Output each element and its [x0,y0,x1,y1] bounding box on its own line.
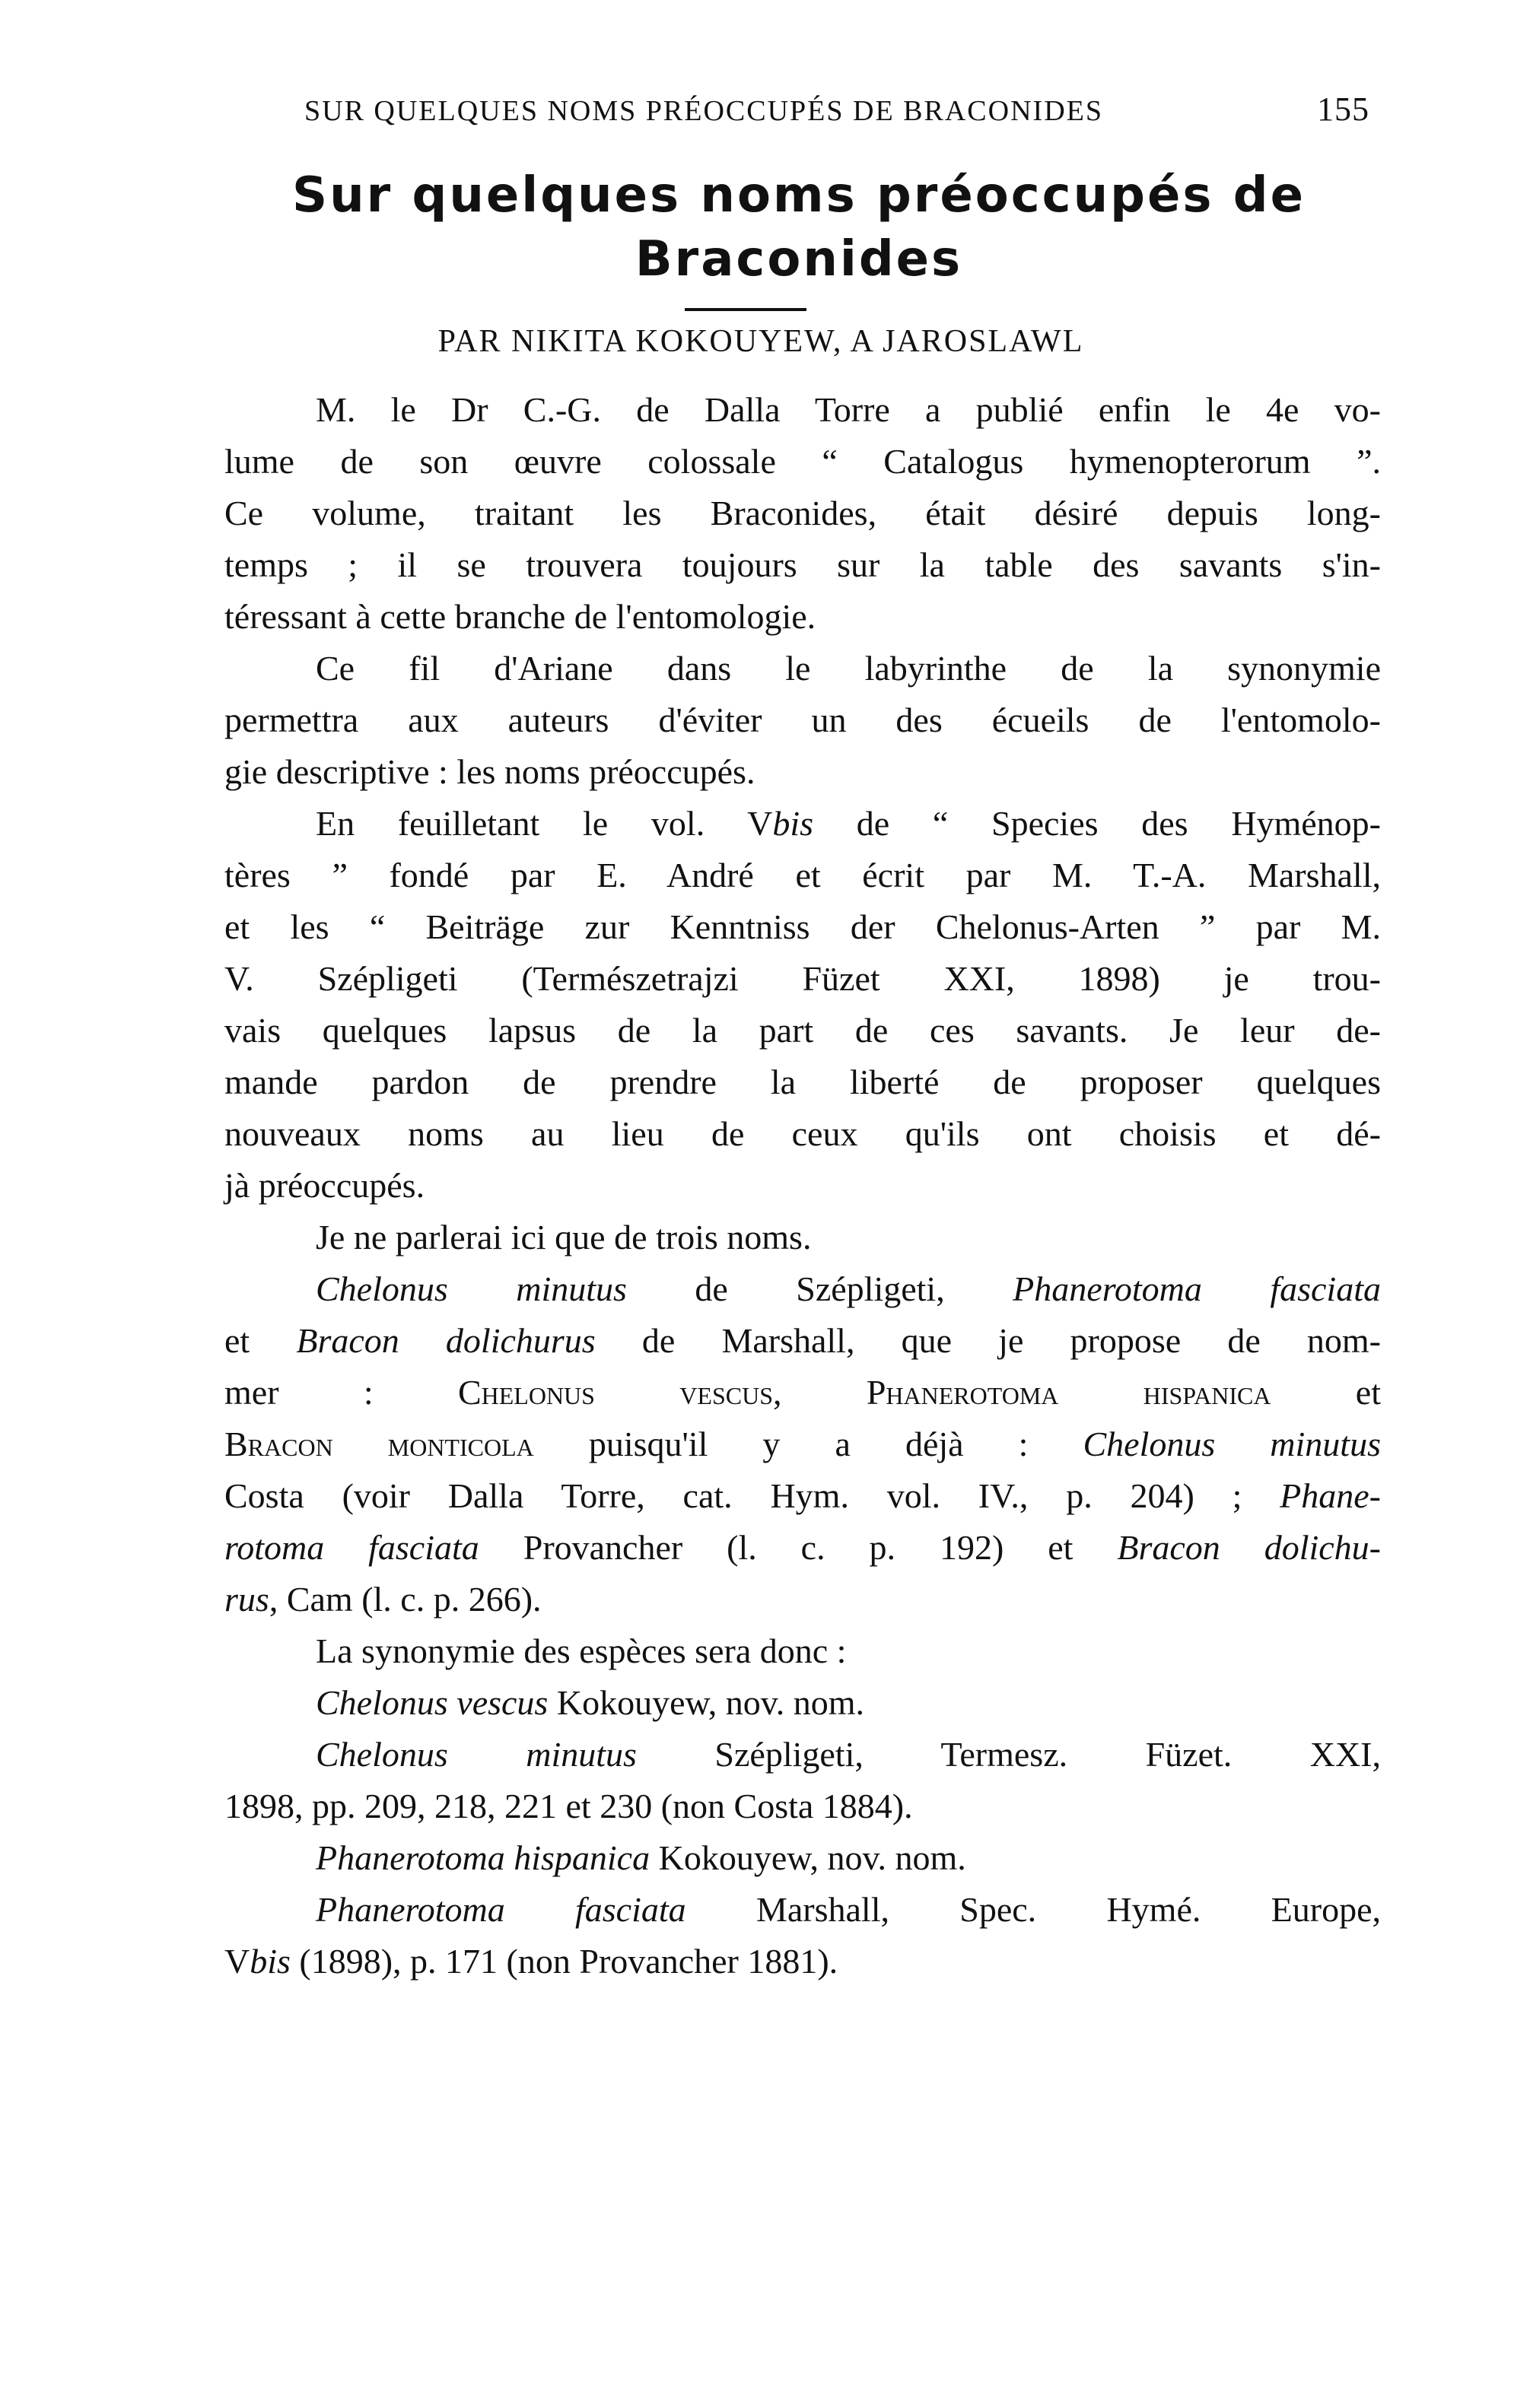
text-line: La synonymie des espèces sera donc : [316,1631,847,1670]
running-head [304,90,1369,129]
text-line: rus, Cam (l. c. p. 266). [224,1580,542,1619]
text-line: M. le Dr C.-G. de Dalla Torre a publié enfin le 4e vo- [316,390,1381,429]
article-body [224,384,1381,1987]
text-line: temps ; il se trouvera toujours sur la table des savants s'in- [224,545,1381,584]
text-line: Chelonus vescus Kokouyew, nov. nom. [316,1683,865,1722]
title-rule [685,308,806,311]
text-line: téressant à cette branche de l'entomologie. [224,597,816,636]
text-line: Phanerotoma fasciata Marshall, Spec. Hymé. Europe, [316,1890,1382,1929]
text-line: lume de son œuvre colossale “ Catalogus hymenopterorum ”. [224,442,1381,481]
text-line: Vbis (1898), p. 171 (non Provancher 1881). [224,1942,838,1981]
text-line: Phanerotoma hispanica Kokouyew, nov. nom. [316,1838,966,1877]
text-line: En feuilletant le vol. Vbis de “ Species des Hyménop- [316,804,1381,843]
text-line: nouveaux noms au lieu de ceux qu'ils ont choisis et dé- [224,1114,1381,1153]
text-line: Chelonus minutus Szépligeti, Termesz. Füzet. XXI, [316,1735,1382,1774]
text-line: et les “ Beiträge zur Kenntniss der Chelonus-Arten ” par M. [224,907,1381,946]
byline: PAR NIKITA KOKOUYEW, A JAROSLAWL [437,324,1084,359]
text-line: V. Szépligeti (Természetrajzi Füzet XXI, 1898) je trou- [224,959,1381,998]
article-title-line-1: Sur quelques noms préoccupés de [292,167,1306,224]
page-number: 155 [1317,91,1369,128]
text-line: mer : Chelonus vescus, Phanerotoma hispanica et [224,1373,1381,1412]
text-line: Ce fil d'Ariane dans le labyrinthe de la synonymie [316,649,1381,688]
text-line: tères ” fondé par E. André et écrit par M. T.-A. Marshall, [224,856,1381,894]
text-line: et Bracon dolichurus de Marshall, que je propose de nom- [224,1321,1381,1360]
text-line: gie descriptive : les noms préoccupés. [224,752,755,791]
text-line: jà préoccupés. [224,1166,425,1205]
text-line: Ce volume, traitant les Braconides, était désiré depuis long- [224,494,1381,532]
text-line: 1898, pp. 209, 218, 221 et 230 (non Costa 1884). [224,1787,913,1825]
text-line: Chelonus minutus de Szépligeti, Phanerotoma fasciata [316,1269,1381,1308]
text-line: permettra aux auteurs d'éviter un des écueils de l'entomolo- [224,700,1381,739]
text-line: vais quelques lapsus de la part de ces savants. Je leur de- [224,1011,1381,1050]
text-line: mande pardon de prendre la liberté de proposer quelques [224,1063,1381,1101]
text-line: rotoma fasciata Provancher (l. c. p. 192) et Bracon dolichu- [224,1528,1381,1567]
running-head-title: SUR QUELQUES NOMS PRÉOCCUPÉS DE BRACONIDES [304,95,1103,127]
text-line: Bracon monticola puisqu'il y a déjà : Chelonus minutus [224,1425,1381,1463]
article-title-line-2: Braconides [635,231,963,287]
text-line: Costa (voir Dalla Torre, cat. Hym. vol. IV., p. 204) ; Phane- [224,1476,1381,1515]
text-line: Je ne parlerai ici que de trois noms. [316,1218,812,1256]
article-title [213,164,1385,291]
